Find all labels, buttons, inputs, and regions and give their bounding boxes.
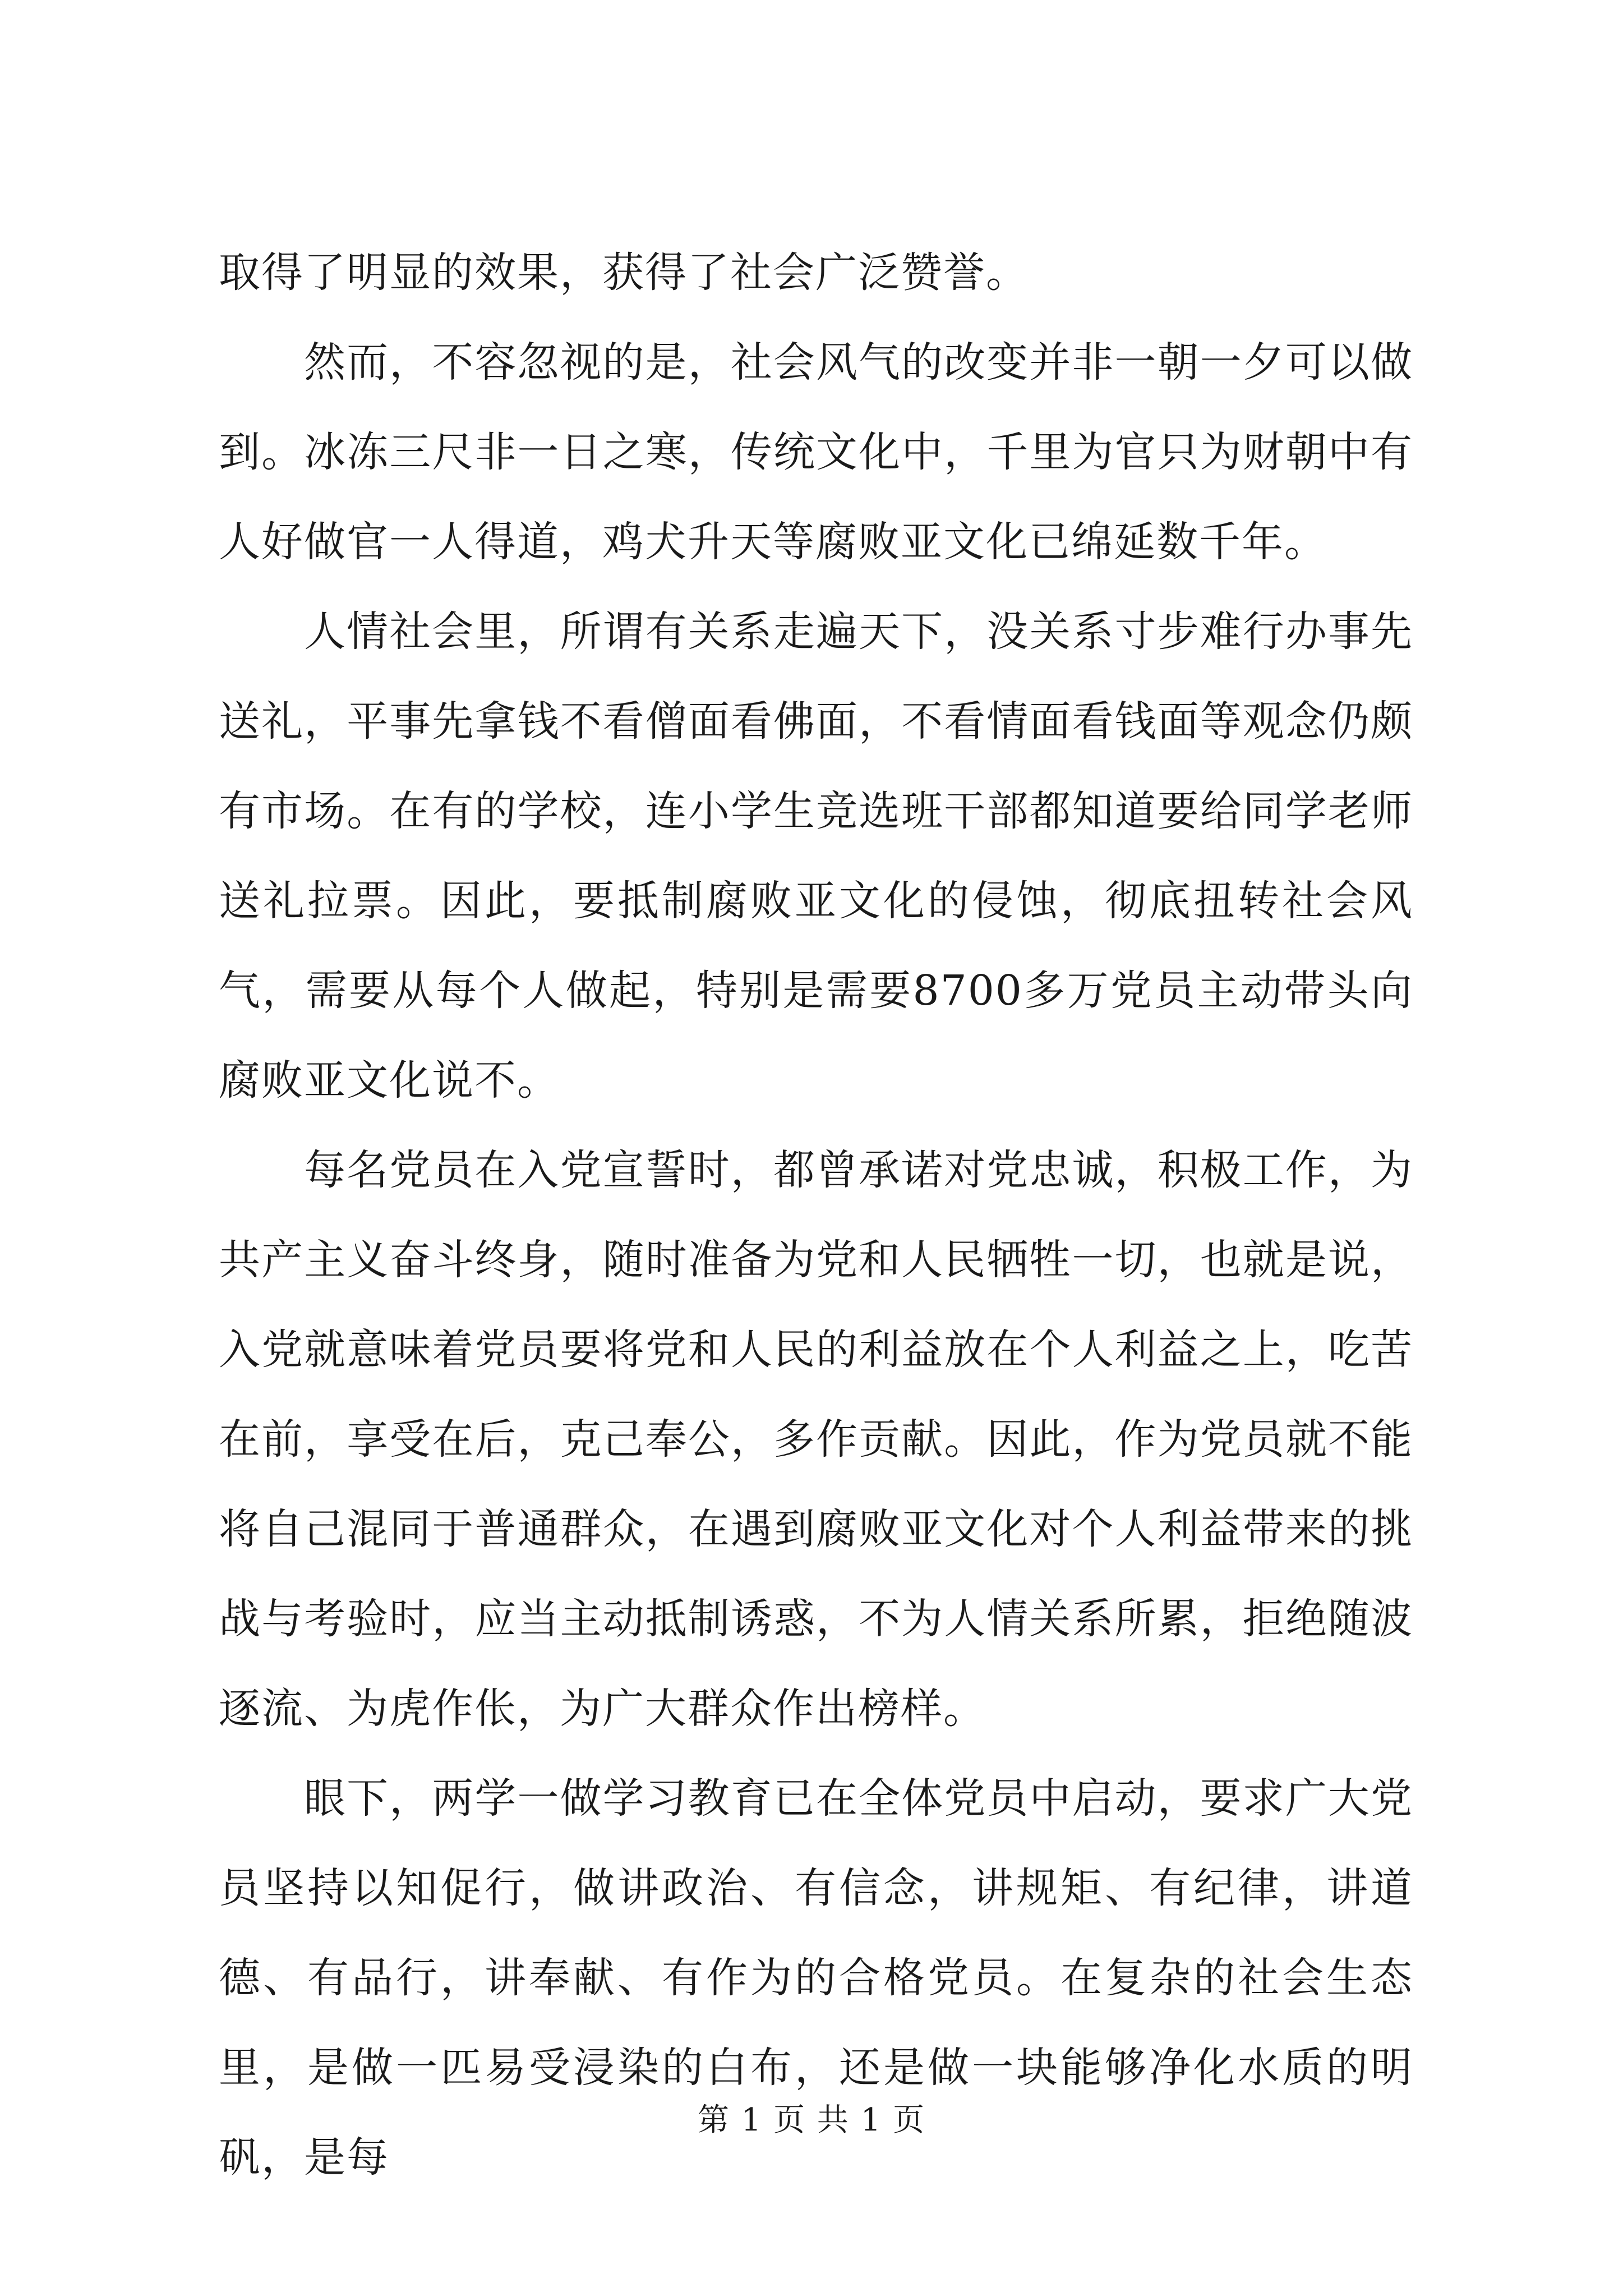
paragraph-5: 眼下，两学一做学习教育已在全体党员中启动，要求广大党员坚持以知促行，做讲政治、有信念，讲规矩、有纪律，讲道德、有品行，讲奉献、有作为的合格党员。在复杂的社会生态里，是做一匹易受浸染的白布，还是做一块能够净化水质的明矾，是每 bbox=[219, 1774, 1413, 2182]
paragraph-2: 然而，不容忽视的是，社会风气的改变并非一朝一夕可以做到。冰冻三尺非一日之寒，传统文化中，千里为官只为财朝中有人好做官一人得道，鸡犬升天等腐败亚文化已绵延数千年。 bbox=[219, 338, 1413, 566]
document-body bbox=[219, 228, 1413, 2202]
paragraph-1: 取得了明显的效果，获得了社会广泛赞誉。 bbox=[219, 249, 1029, 297]
page-footer: 第 1 页 共 1 页 bbox=[697, 2102, 926, 2138]
paragraph-4: 每名党员在入党宣誓时，都曾承诺对党忠诚，积极工作，为共产主义奋斗终身，随时准备为党和人民牺牲一切，也就是说，入党就意味着党员要将党和人民的利益放在个人利益之上，吃苦在前，享受在后，克己奉公，多作贡献。因此，作为党员就不能将自己混同于普通群众，在遇到腐败亚文化对个人利益带来的挑战与考验时，应当主动抵制诱惑，不为人情关系所累，拒绝随波逐流、为虎作伥，为广大群众作出榜样。 bbox=[219, 1146, 1413, 1733]
paragraph-3: 人情社会里，所谓有关系走遍天下，没关系寸步难行办事先送礼，平事先拿钱不看僧面看佛面，不看情面看钱面等观念仍颇有市场。在有的学校，连小学生竞选班干部都知道要给同学老师送礼拉票。因此，要抵制腐败亚文化的侵蚀，彻底扭转社会风气，需要从每个人做起，特别是需要8700多万党员主动带头向腐败亚文化说不。 bbox=[219, 608, 1413, 1105]
